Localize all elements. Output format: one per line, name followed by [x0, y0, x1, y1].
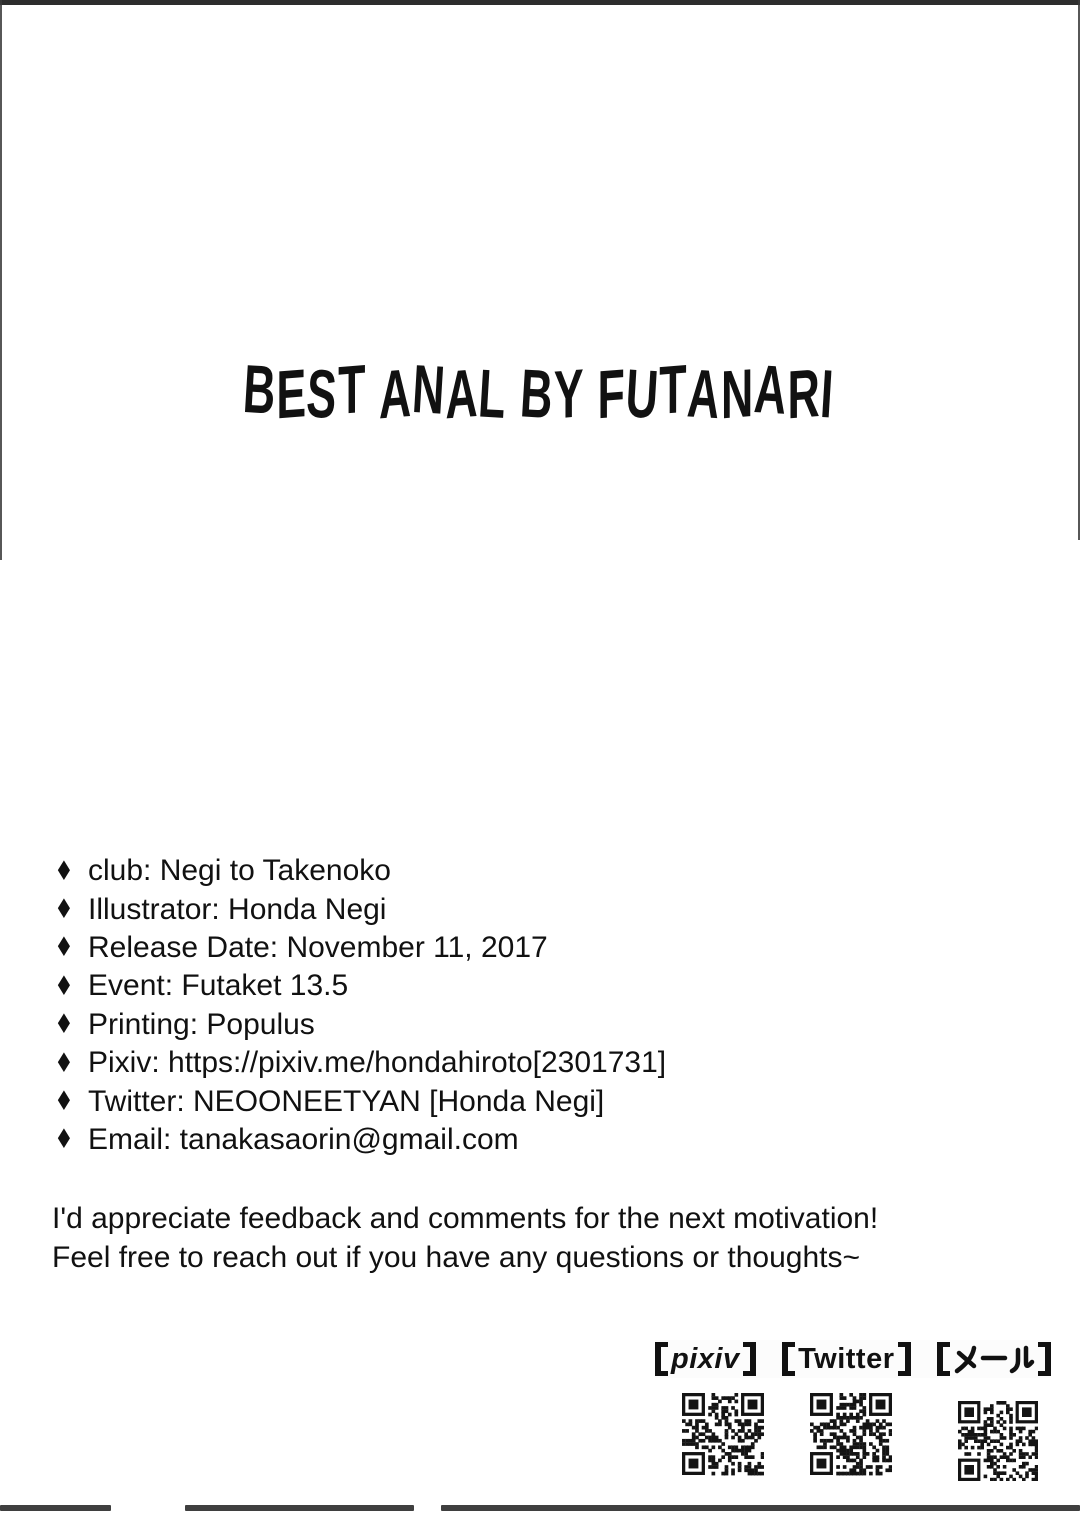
diamond-bullet-icon: ♦	[54, 1047, 74, 1079]
credit-text: Printing: Populus	[88, 1007, 315, 1041]
credit-item-release-date	[52, 929, 666, 967]
lenticular-bracket-left-icon	[937, 1342, 950, 1376]
lenticular-bracket-right-icon	[898, 1342, 911, 1376]
credit-text: Release Date: November 11, 2017	[88, 930, 548, 964]
diamond-bullet-icon: ♦	[54, 894, 74, 926]
diamond-bullet-icon: ♦	[54, 932, 74, 964]
credit-item-pixiv	[52, 1044, 666, 1082]
credit-text: Email: tanakasaorin@gmail.com	[88, 1122, 519, 1156]
message-line-2: Feel free to reach out if you have any questions or thoughts~	[52, 1240, 861, 1274]
qr-label-twitter	[782, 1342, 910, 1376]
diamond-bullet-icon: ♦	[54, 855, 74, 887]
diamond-bullet-icon: ♦	[54, 1124, 74, 1156]
scan-bottom-edge-segment	[441, 1505, 1080, 1511]
credit-item-club	[52, 852, 666, 890]
diamond-bullet-icon: ♦	[54, 1086, 74, 1118]
credit-item-event	[52, 967, 666, 1005]
lenticular-bracket-right-icon	[1038, 1342, 1051, 1376]
scan-left-edge	[0, 0, 2, 560]
twitter-qr-code	[810, 1393, 892, 1478]
author-message	[52, 1200, 878, 1277]
pixiv-qr-code	[682, 1393, 764, 1479]
credit-text: Twitter: NEOONEETYAN [Honda Negi]	[88, 1084, 605, 1118]
qr-label-text: pixiv	[671, 1342, 740, 1375]
diamond-bullet-icon: ♦	[54, 970, 74, 1002]
lenticular-bracket-left-icon	[782, 1342, 795, 1376]
scan-bottom-edge-segment	[185, 1505, 414, 1511]
credit-item-email	[52, 1121, 666, 1159]
lenticular-bracket-left-icon	[655, 1342, 668, 1376]
credit-item-twitter	[52, 1082, 666, 1120]
scan-bottom-edge-segment	[0, 1505, 111, 1511]
credits-list	[52, 852, 666, 1159]
qr-label-mail	[937, 1342, 1051, 1376]
qr-label-text: Twitter	[798, 1342, 895, 1375]
credit-text: Illustrator: Honda Negi	[88, 892, 387, 926]
credit-text: club: Negi to Takenoko	[88, 854, 391, 888]
qr-label-pixiv	[655, 1342, 756, 1376]
credit-text: Event: Futaket 13.5	[88, 969, 349, 1003]
qr-label-row	[655, 1340, 1051, 1378]
title-block	[0, 349, 1080, 434]
page-title: BEST ANAL BY FUTANARI	[241, 349, 837, 434]
diamond-bullet-icon: ♦	[54, 1009, 74, 1041]
credit-item-printing	[52, 1006, 666, 1044]
message-line-1: I'd appreciate feedback and comments for the next motivation!	[52, 1202, 879, 1235]
email-qr-code	[958, 1401, 1038, 1481]
katakana-mail-text	[950, 1344, 1038, 1374]
credit-item-illustrator	[52, 890, 666, 928]
scan-top-edge	[0, 0, 1080, 5]
credit-text: Pixiv: https://pixiv.me/hondahiroto[2301731]	[88, 1046, 667, 1080]
lenticular-bracket-right-icon	[743, 1342, 756, 1376]
